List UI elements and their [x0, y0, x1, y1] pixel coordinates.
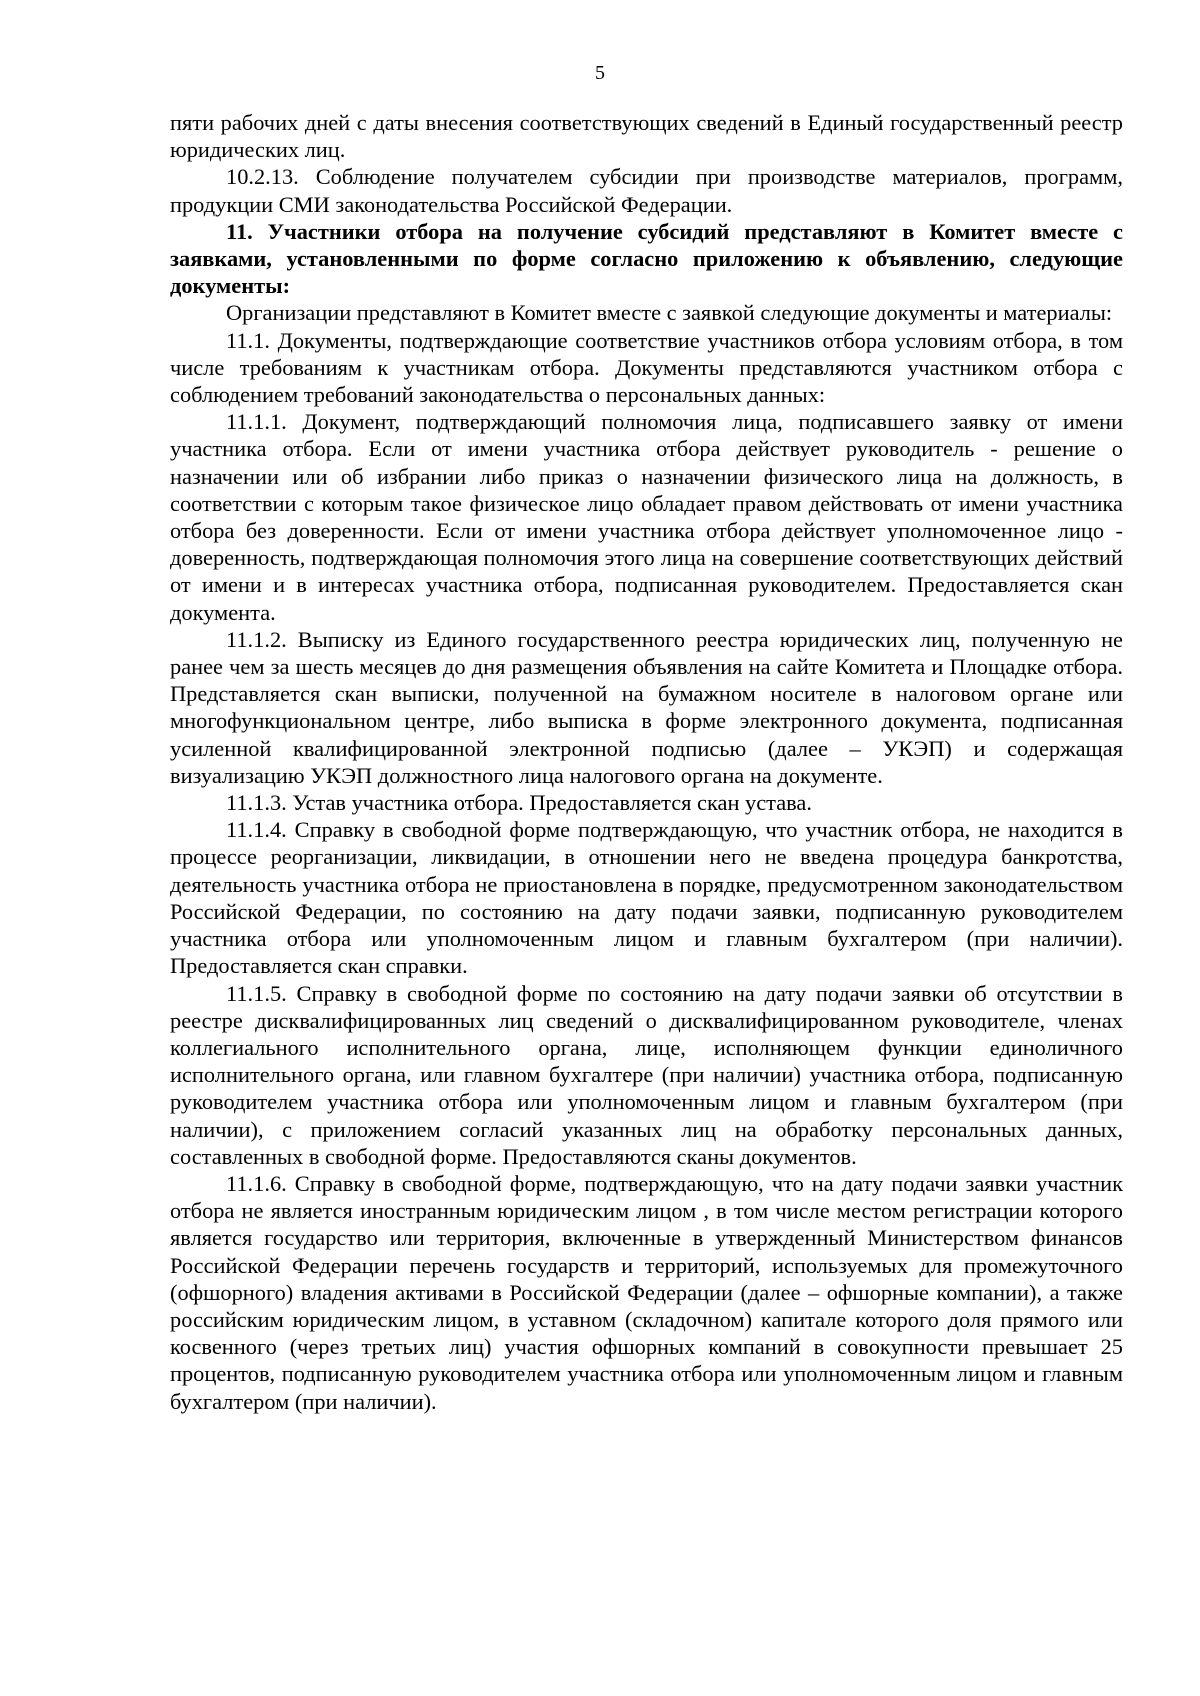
page-number: 5	[595, 62, 605, 84]
paragraph-11-1-4: 11.1.4. Справку в свободной форме подтверждающую, что участник отбора, не находится в процессе реорганизации, ликвидации, в отношении него не введена процедура банкротства, деятельность участника отбора не приостановлена в порядке, предусмотренном законодательством Российской Федерации, по состоянию на дату подачи заявки, подписанную руководителем участника отбора или уполномоченным лицом и главным бухгалтером (при наличии). Предоставляется скан справки.	[170, 817, 1123, 979]
paragraph-11-1-1: 11.1.1. Документ, подтверждающий полномочия лица, подписавшего заявку от имени участника отбора. Если от имени участника отбора действует руководитель - решение о назначении или об избрании либо приказ о назначении физического лица на должность, в соответствии с которым такое физическое лицо обладает правом действовать от имени участника отбора без доверенности. Если от имени участника отбора действует уполномоченное лицо - доверенность, подтверждающая полномочия этого лица на совершение соответствующих действий от имени и в интересах участника отбора, подписанная руководителем. Предоставляется скан документа.	[170, 409, 1123, 625]
section-heading-11: 11. Участники отбора на получение субсидий представляют в Комитет вместе с заявками, установленными по форме согласно приложению к объявлению, следующие документы:	[170, 218, 1123, 299]
paragraph-11-1-3: 11.1.3. Устав участника отбора. Предоставляется скан устава.	[226, 790, 812, 816]
document-body	[170, 109, 1123, 1415]
paragraph-11-1-2: 11.1.2. Выписку из Единого государственного реестра юридических лиц, полученную не ранее чем за шесть месяцев до дня размещения объявления на сайте Комитета и Площадке отбора. Представляется скан выписки, полученной на бумажном носителе в налоговом органе или многофункциональном центре, либо выписка в форме электронного документа, подписанная усиленной квалифицированной электронной подписью (далее – УКЭП) и содержащая визуализацию УКЭП должностного лица налогового органа на документе.	[170, 626, 1123, 788]
paragraph-continuation: пяти рабочих дней с даты внесения соответствующих сведений в Единый государственный реестр юридических лиц.	[170, 110, 1123, 163]
paragraph-10-2-13: 10.2.13. Соблюдение получателем субсидии при производстве материалов, программ, продукции СМИ законодательства Российской Федерации.	[170, 164, 1123, 217]
paragraph-11-1-5: 11.1.5. Справку в свободной форме по состоянию на дату подачи заявки об отсутствии в реестре дисквалифицированных лиц сведений о дисквалифицированном руководителе, членах коллегиального исполнительного органа, лице, исполняющем функции единоличного исполнительного органа, или главном бухгалтере (при наличии) участника отбора, подписанную руководителем участника отбора или уполномоченным лицом и главным бухгалтером (при наличии), с приложением согласий указанных лиц на обработку персональных данных, составленных в свободной форме. Предоставляются сканы документов.	[170, 980, 1123, 1169]
paragraph-11-1-6: 11.1.6. Справку в свободной форме, подтверждающую, что на дату подачи заявки участник отбора не является иностранным юридическим лицом , в том числе местом регистрации которого является государство или территория, включенные в утвержденный Министерством финансов Российской Федерации перечень государств и территорий, используемых для промежуточного (офшорного) владения активами в Российской Федерации (далее – офшорные компании), а также российским юридическим лицом, в уставном (складочном) капитале которого доля прямого или косвенного (через третьих лиц) участия офшорных компаний в совокупности превышает 25 процентов, подписанную руководителем участника отбора или уполномоченным лицом и главным бухгалтером (при наличии).	[170, 1170, 1123, 1414]
paragraph-11-1: 11.1. Документы, подтверждающие соответствие участников отбора условиям отбора, в том числе требованиям к участникам отбора. Документы представляются участником отбора с соблюдением требований законодательства о персональных данных:	[170, 327, 1123, 408]
paragraph-organizations: Организации представляют в Комитет вместе с заявкой следующие документы и материалы:	[226, 300, 1113, 326]
